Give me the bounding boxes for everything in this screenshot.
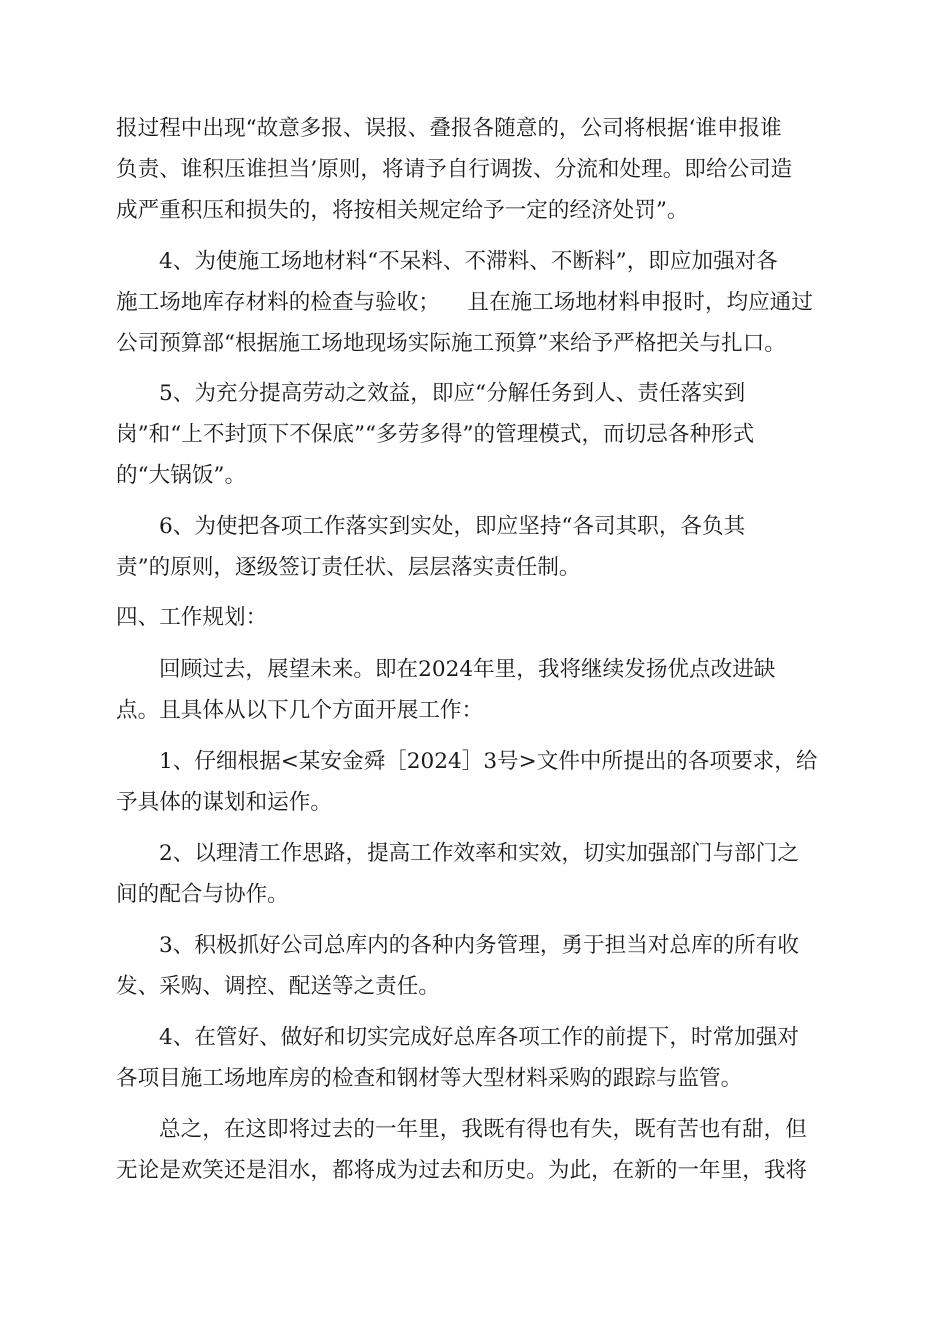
text-line: 点。且具体从以下几个方面开展工作： (116, 698, 484, 723)
text-line: 施工场地库存材料的检查与验收； 且在施工场地材料申报时，均应通过 (116, 290, 813, 315)
text-line: 发、采购、调控、配送等之责任。 (116, 974, 440, 999)
paragraph-item-5-labor (116, 373, 836, 496)
text-line: 间的配合与协作。 (116, 882, 289, 907)
paragraph-item-6-responsibility (116, 506, 836, 588)
text-line: 各项目施工场地库房的检查和钢材等大型材料采购的跟踪与监管。 (116, 1066, 743, 1091)
paragraph-conclusion (116, 1109, 836, 1191)
text-line: 回顾过去，展望未来。即在2024年里，我将继续发扬优点改进缺 (159, 657, 776, 682)
text-line: 报过程中出现“故意多报、误报、叠报各随意的，公司将根据‘谁申报谁 (116, 116, 782, 141)
text-line: 岗”和“上不封顶下不保底”“多劳多得”的管理模式，而切忌各种形式 (116, 422, 755, 447)
text-line: 2、以理清工作思路，提高工作效率和实效，切实加强部门与部门之 (159, 841, 799, 866)
text-line: 4、在管好、做好和切实完成好总库各项工作的前提下，时常加强对 (159, 1025, 799, 1050)
text-line: 1、仔细根据<某安金舜［2024］3号>文件中所提出的各项要求，给 (159, 749, 818, 774)
paragraph-plan-item-2 (116, 833, 836, 915)
paragraph-plan-item-3 (116, 925, 836, 1007)
text-line: 5、为充分提高劳动之效益，即应“分解任务到人、责任落实到 (159, 381, 746, 406)
paragraph-continued-penalty (116, 108, 836, 231)
text-line: 公司预算部“根据施工场地现场实际施工预算”来给予严格把关与扎口。 (116, 331, 786, 356)
text-line: 总之，在这即将过去的一年里，我既有得也有失，既有苦也有甜，但 (159, 1117, 807, 1142)
text-line: 负责、谁积压谁担当’原则，将请予自行调拨、分流和处理。即给公司造 (116, 157, 793, 182)
text-line: 予具体的谋划和运作。 (116, 790, 332, 815)
text-line: 成严重积压和损失的，将按相关规定给予一定的经济处罚”。 (116, 198, 689, 223)
paragraph-plan-item-1 (116, 741, 836, 823)
section-heading-work-plan (116, 597, 836, 638)
text-line: 责”的原则，逐级签订责任状、层层落实责任制。 (116, 555, 581, 580)
paragraph-plan-item-4 (116, 1017, 836, 1099)
text-line: 的“大锅饭”。 (116, 463, 247, 488)
paragraph-item-4-materials (116, 241, 836, 364)
text-line: 6、为使把各项工作落实到实处，即应坚持“各司其职，各负其 (159, 514, 746, 539)
text-line: 四、工作规划： (116, 605, 268, 630)
text-line: 无论是欢笑还是泪水，都将成为过去和历史。为此，在新的一年里，我将 (116, 1158, 808, 1183)
text-line: 4、为使施工场地材料“不呆料、不滞料、不断料”，即应加强对各 (159, 249, 778, 274)
text-line: 3、积极抓好公司总库内的各种内务管理，勇于担当对总库的所有收 (159, 933, 799, 958)
paragraph-review-outlook (116, 649, 836, 731)
